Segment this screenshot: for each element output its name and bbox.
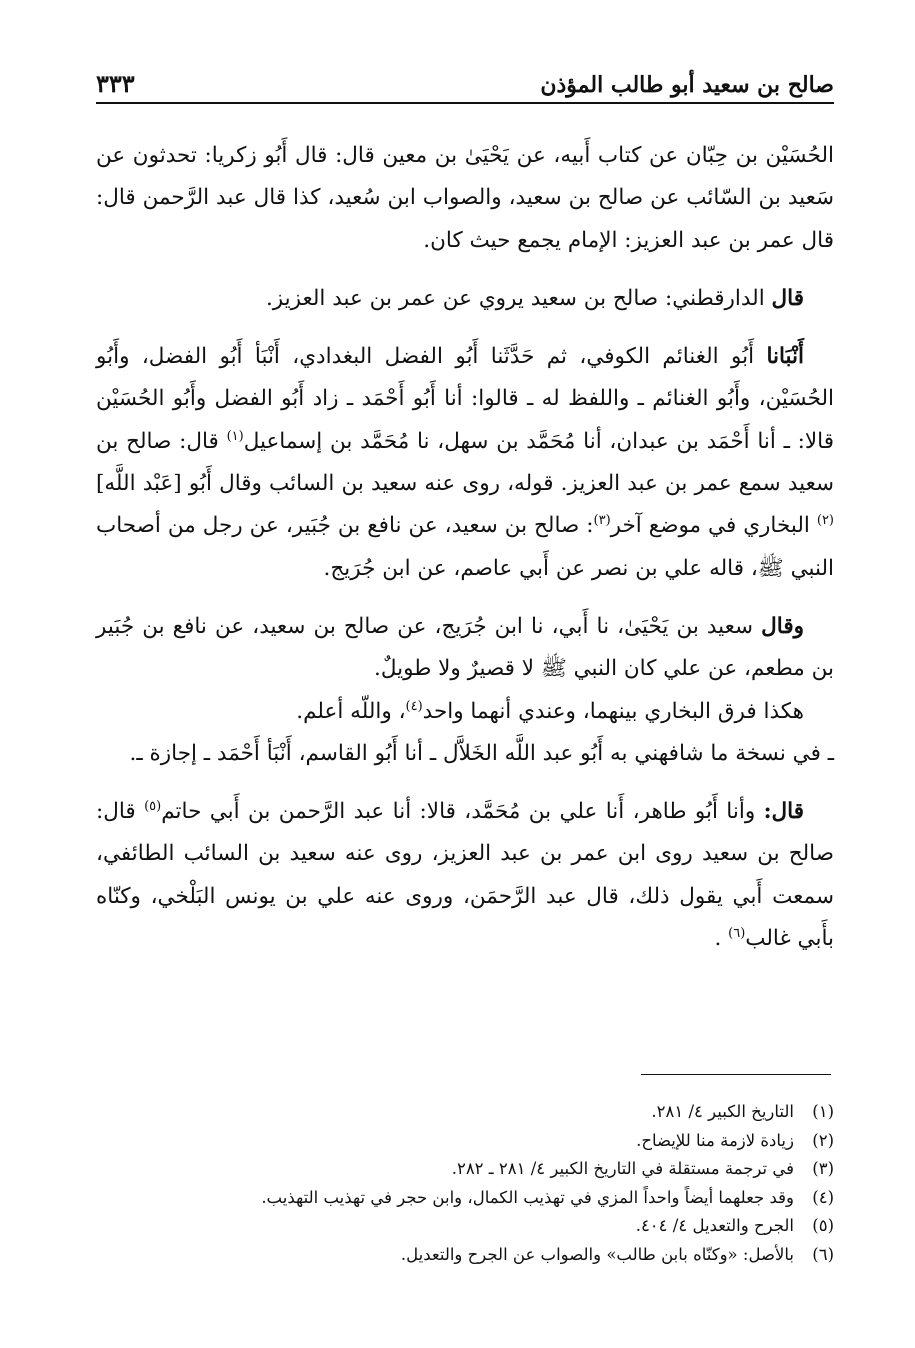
footnote-number: (٣) <box>812 1159 834 1178</box>
footnote-number: (١) <box>812 1102 834 1121</box>
footnote-number: (٤) <box>812 1187 834 1207</box>
footnote-number: (٥) <box>812 1216 834 1235</box>
footnote-text: الجرح والتعديل ٤/ ٤٠٤. <box>635 1216 794 1235</box>
running-header <box>96 58 834 104</box>
footnote <box>96 1241 834 1270</box>
running-title: صالح بن سعيد أبو طالب المؤذن <box>540 72 834 98</box>
paragraph: أَنْبَانا أَبُو الغنائم الكوفي، ثم حَدَّثَنا أَبُو الفضل البغدادي، أَنْبَأ أَبُو الفضل، وأَبُو الحُسَيْن، وأَبُو الغنائم ـ واللفظ له ـ قالوا: أنا أَبُو أَحْمَد ـ زاد أَبُو الفضل وأَبُو الحُسَيْن قالا: ـ أنا أَحْمَد بن عبدان، أنا مُحَمَّد بن سهل، نا مُحَمَّد بن إسماعيل$^{(١)}$ قال: صالح بن سعيد سمع عمر بن عبد العزيز. قوله، روى عنه سعيد بن السائب وقال أَبُو [عَبْد اللَّه]$^{(٢)}$ البخاري في موضع آخر$^{(٣)}$: صالح بن سعيد، عن نافع بن جُبَير، عن رجل من أصحاب النبي ﷺ، قاله علي بن نصر عن أَبي عاصم، عن ابن جُرَيج. <box>96 344 834 581</box>
footnote-ref: (١) <box>226 428 244 444</box>
main-text <box>96 135 834 960</box>
footnote-text: في ترجمة مستقلة في التاريخ الكبير ٤/ ٢٨١ ـ ٢٨٢. <box>451 1159 794 1178</box>
keyword: أَنْبَانا <box>766 344 804 370</box>
footnote-divider <box>641 1074 831 1075</box>
footnote <box>96 1098 834 1127</box>
paragraph: ـ في نسخة ما شافهني به أَبُو عبد اللَّه الخَلاَّل ـ أنا أَبُو القاسم، أَنْبَأ أَحْمَد ـ إجازة ـ. <box>129 740 834 766</box>
footnote-ref: (٤) <box>405 698 423 714</box>
footnote-number: (٦) <box>812 1244 834 1264</box>
keyword: قال <box>771 285 804 311</box>
footnote-ref: (٥) <box>144 799 162 814</box>
footnote-text: التاريخ الكبير ٤/ ٢٨١. <box>651 1102 794 1121</box>
page-number: ٣٣٣ <box>96 69 135 98</box>
footnote-ref: (٣) <box>593 513 611 529</box>
footnote <box>96 1212 834 1241</box>
paragraph: وقال سعيد بن يَحْيَىٰ، نا أَبي، نا ابن جُرَيج، عن صالح بن سعيد، عن نافع بن جُبَير بن مطعم، عن علي كان النبي ﷺ لا قصيرٌ ولا طويلٌ. <box>96 613 834 682</box>
footnote-ref: (٦) <box>728 925 746 941</box>
paragraph: قال الدارقطني: صالح بن سعيد يروي عن عمر بن عبد العزيز. <box>265 285 804 311</box>
footnote <box>96 1155 834 1184</box>
paragraph: الحُسَيْن بن حِبّان عن كتاب أَبيه، عن يَحْيَىٰ بن معين قال: قال أَبُو زكريا: تحدثون عن سَعيد بن السّائب عن صالح بن سعيد، والصواب ابن سُعيد، كذا قال عبد الرَّحمن قال: قال عمر بن عبد العزيز: الإمام يجمع حيث كان. <box>96 143 834 253</box>
footnote <box>96 1127 834 1156</box>
footnotes <box>96 1098 834 1269</box>
paragraph: هكذا فرق البخاري بينهما، وعندي أنهما واحد$^{(٤)}$، واللّه أعلم. <box>296 698 804 724</box>
keyword: قال: <box>763 799 804 825</box>
keyword: وقال <box>761 613 804 639</box>
footnote-ref: (٢) <box>816 513 834 529</box>
paragraph: قال: وأنا أَبُو طاهر، أَنا علي بن مُحَمَّد، قالا: أنا عبد الرَّحمن بن أَبي حاتم$^{(٥)}$ قال: صالح بن سعيد روى ابن عمر بن عبد العزيز، روى عنه سعيد بن السائب الطائفي، سمعت أَبي يقول ذلك، قال عبد الرَّحمَن، وروى عنه علي بن يونس البَلْخي، وكنّاه بأَبي غالب$^{(٦)}$ . <box>96 799 834 952</box>
footnote <box>96 1184 834 1213</box>
footnote-text: بالأصل: «وكنّاه بابن طالب» والصواب عن الجرح والتعديل. <box>400 1244 794 1264</box>
footnote-text: زيادة لازمة منا للإيضاح. <box>636 1130 794 1150</box>
footnote-number: (٢) <box>812 1130 834 1150</box>
footnote-text: وقد جعلهما أيضاً واحداً المزي في تهذيب الكمال، وابن حجر في تهذيب التهذيب. <box>261 1187 794 1207</box>
